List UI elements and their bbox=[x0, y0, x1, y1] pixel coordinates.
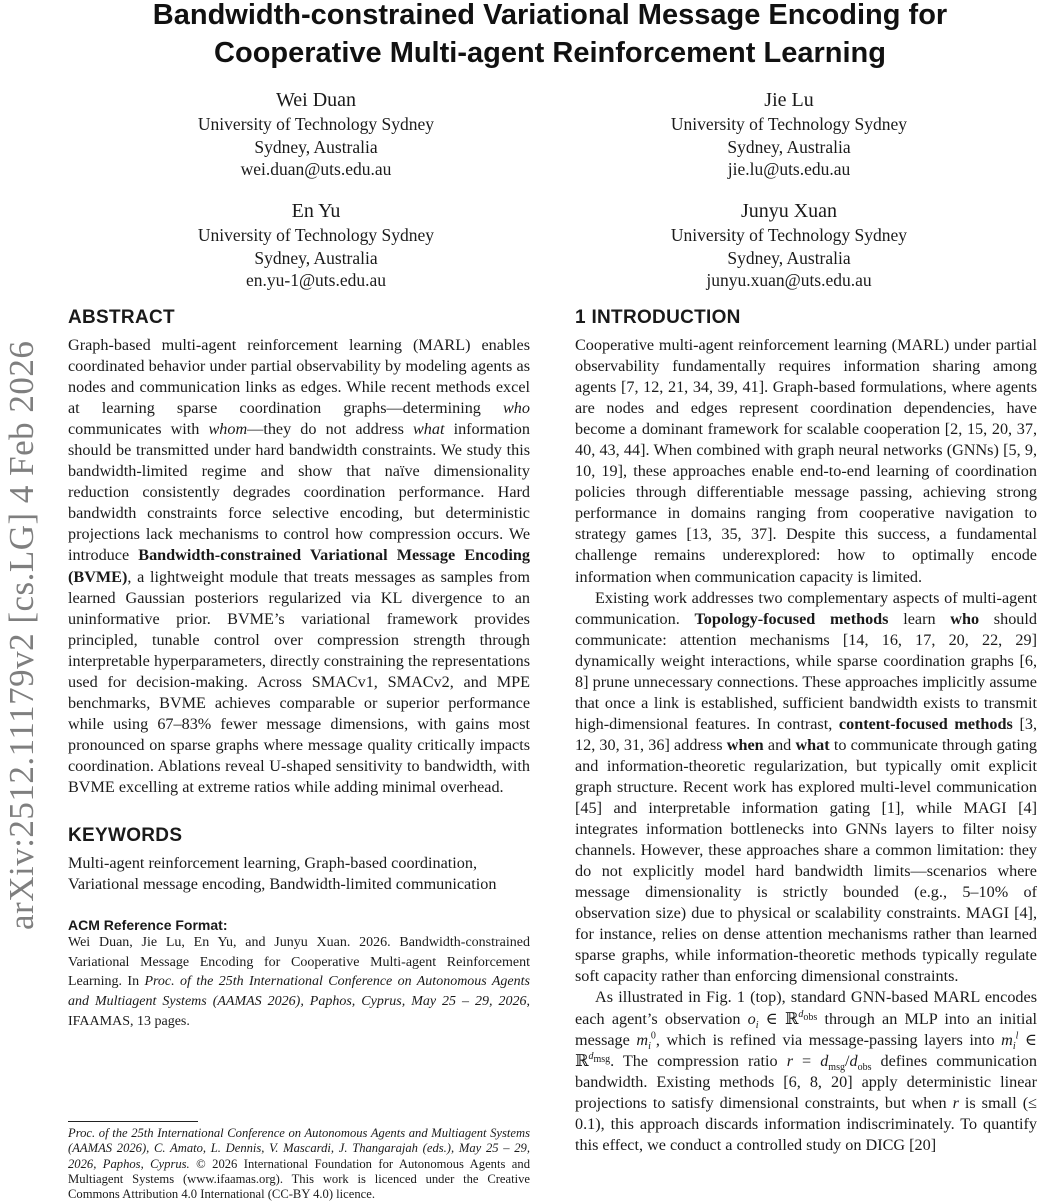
author-name: En Yu bbox=[291, 200, 341, 222]
title-line-2: Cooperative Multi-agent Reinforcement Learning bbox=[214, 37, 886, 69]
abstract-heading: ABSTRACT bbox=[68, 307, 175, 328]
author-email: junyu.xuan@uts.edu.au bbox=[706, 270, 872, 290]
footnote-divider bbox=[68, 1121, 198, 1122]
author-location: Sydney, Australia bbox=[254, 136, 378, 157]
author-location: Sydney, Australia bbox=[254, 247, 378, 268]
math-observation: $o_i$ ∈ ℝ$^{d_{obs}}$ bbox=[747, 1009, 818, 1031]
math-r: r bbox=[952, 1093, 959, 1112]
author-name: Wei Duan bbox=[275, 89, 357, 111]
right-column bbox=[575, 307, 1037, 1156]
keywords-text: Multi-agent reinforcement learning, Graph-based coordination, Variational message encoding, Bandwidth-limited communication bbox=[68, 854, 497, 894]
arxiv-identifier-stamp: arXiv:2512.11179v2 [cs.LG] 4 Feb 2026 bbox=[2, 340, 41, 930]
title-line-1: Bandwidth-constrained Variational Message Encoding for bbox=[152, 0, 948, 31]
author-affiliation: University of Technology Sydney bbox=[670, 114, 908, 134]
introduction-heading: 1 INTRODUCTION bbox=[575, 307, 741, 328]
author-affiliation: University of Technology Sydney bbox=[197, 114, 435, 134]
keywords-heading: KEYWORDS bbox=[68, 825, 183, 847]
author-affiliation: University of Technology Sydney bbox=[670, 225, 908, 245]
author-block-4 bbox=[619, 199, 959, 292]
acm-reference-text: Wei Duan, Jie Lu, En Yu, and Junyu Xuan. 2026. Bandwidth-constrained Variational Message Encoding for Cooperative Multi-agent Reinforcement Learning. In Proc. of the 25th International Conference on Autonomous Agents and Multiagent Systems (AAMAS 2026), Paphos, Cyprus, May 25 – 29, 2026, IFAAMAS, 13 pages. bbox=[68, 935, 530, 1029]
intro-paragraph-2: Existing work addresses two complementary aspects of multi-agent communication. Topology-focused methods learn who should communicate: attention mechanisms [14, 16, 17, 20, 22, 29] dynamically weight interactions, while sparse coordination graphs [6, 8] prune unnecessary connections. These approaches implicitly assume that once a link is established, sufficient bandwidth exists to transmit high-dimensional features. In contrast, content-focused methods [3, 12, 30, 31, 36] address when and what to communicate through gating and information-theoretic regularization, but typically omit explicit graph structure. Recent work has explored multi-level communication [45] and interpretable information gating [1], while MAGI [4] integrates information bottlenecks into GNNs layers to filter noisy channels. However, these approaches share a common limitation: they do not explicitly model hard bandwidth limits—scenarios where message dimensionality is strictly bounded (e.g., 5–10% of observation size) due to physical or scalability constraints. MAGI [4], for instance, relies on dense attention mechanisms rather than learned sparse graphs, while information-theoretic methods typically regulate soft capacity rather than enforcing dimensional constraints. bbox=[575, 588, 1038, 986]
author-email: en.yu-1@uts.edu.au bbox=[245, 270, 387, 290]
author-block-1 bbox=[146, 88, 486, 181]
author-block-3 bbox=[146, 199, 486, 292]
author-name: Jie Lu bbox=[764, 89, 814, 111]
intro-paragraph-1: Cooperative multi-agent reinforcement learning (MARL) under partial observability fundamentally requires information sharing among agents [7, 12, 21, 34, 39, 41]. Graph-based formulations, where agents are nodes and edges represent coordination dependencies, have become a dominant framework for scalable cooperation [2, 15, 20, 37, 40, 43, 44]. When combined with graph neural networks (GNNs) [5, 9, 10, 19], these approaches enable end-to-end learning of coordination policies through differentiable message passing, achieving strong performance in domains ranging from cooperative navigation to strategy games [13, 35, 37]. Despite this success, a fundamental challenge remains underexplored: how to optimally encode information when communication capacity is limited. bbox=[575, 336, 1037, 586]
math-compression-ratio: $r = d_{msg}/d_{obs}$ bbox=[786, 1051, 872, 1073]
math-initial-message: $m_i^0$ bbox=[636, 1030, 656, 1052]
acm-reference-heading: ACM Reference Format: bbox=[68, 917, 228, 934]
abstract-text: Graph-based multi-agent reinforcement learning (MARL) enables coordinated behavior under partial observability by modeling agents as nodes and communication links as edges. While recent methods excel at learning sparse coordination graphs—determining who communicates with whom—they do not address what information should be transmitted under hard bandwidth constraints. We study this bandwidth-limited regime and show that naïve dimensionality reduction consistently degrades coordination performance. Hard bandwidth constraints force selective encoding, but deterministic projections lack mechanisms to control how compression occurs. We introduce Bandwidth-constrained Variational Message Encoding (BVME), a lightweight module that treats messages as samples from learned Gaussian posteriors regularized via KL divergence to an uninformative prior. BVME’s variational framework provides principled, tunable control over compression strength through interpretable hyperparameters, directly constraining the representations used for decision-making. Across SMACv1, SMACv2, and MPE benchmarks, BVME achieves comparable or superior performance while using 67–83% fewer message dimensions, with gains most pronounced on sparse graphs where message quality critically impacts coordination. Ablations reveal U-shaped sensitivity to bandwidth, with BVME excelling at extreme ratios while adding minimal overhead. bbox=[68, 336, 530, 796]
author-email: wei.duan@uts.edu.au bbox=[240, 159, 392, 179]
author-name: Junyu Xuan bbox=[740, 200, 838, 222]
left-column bbox=[68, 307, 530, 1031]
intro-paragraph-3: As illustrated in Fig. 1 (top), standard GNN-based MARL encodes each agent’s observation $o_i$ ∈ ℝ$^{d_{obs}}$ through an MLP into an initial message $m_i^0$, which is refined via message-passing layers into $m_i^l$ ∈ ℝ$^{d_{msg}}$. The compression ratio $r = d_{msg}/d_{obs}$ defines communication bandwidth. Existing methods [6, 8, 20] apply deterministic linear projections to satisfy dimensional constraints, but when r is small (≤ 0.1), this approach discards information indiscriminately. To quantify this effect, we conduct a controlled study on DICG [20] bbox=[575, 988, 1037, 1154]
math-refined-message: $m_i^l$ ∈ ℝ$^{d_{msg}}$ bbox=[575, 1030, 1037, 1070]
author-email: jie.lu@uts.edu.au bbox=[727, 159, 851, 179]
conference-footnote: Proc. of the 25th International Conference on Autonomous Agents and Multiagent Systems (AAMAS 2026), C. Amato, L. Dennis, V. Mascardi, J. Thangarajah (eds.), May 25 – 29, 2026, Paphos, Cyprus. © 2026 International Foundation for Autonomous Agents and Multiagent Systems (www.ifaamas.org). This work is licenced under the Creative Commons Attribution 4.0 International (CC-BY 4.0) licence. bbox=[68, 1126, 530, 1202]
author-affiliation: University of Technology Sydney bbox=[197, 225, 435, 245]
author-location: Sydney, Australia bbox=[727, 136, 851, 157]
author-location: Sydney, Australia bbox=[727, 247, 851, 268]
author-block-2 bbox=[619, 88, 959, 181]
paper-title bbox=[60, 0, 1039, 72]
